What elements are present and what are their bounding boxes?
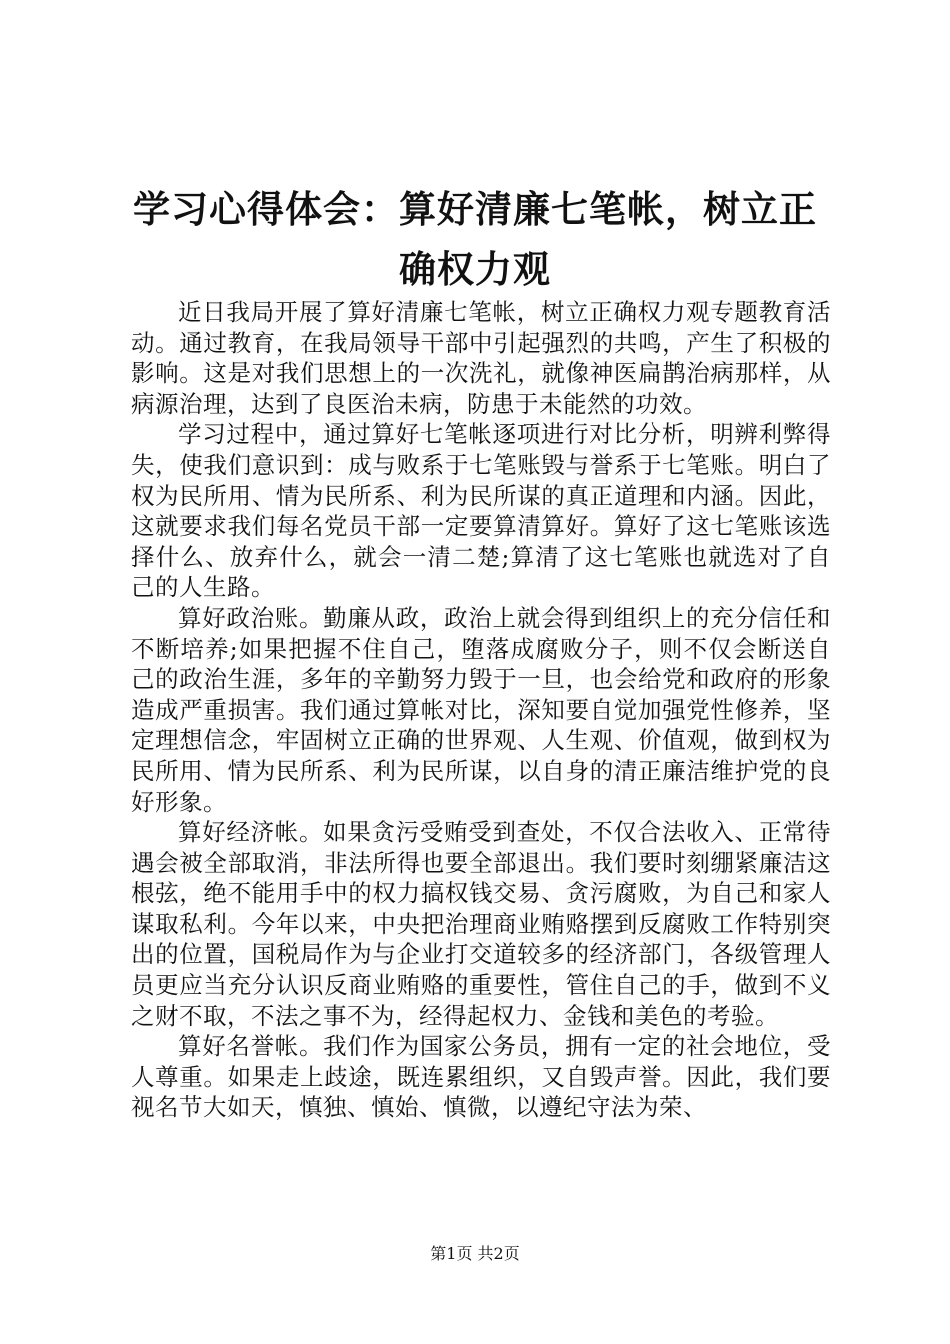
paragraph: 学习过程中，通过算好七笔帐逐项进行对比分析，明辨利弊得失，使我们意识到：成与败系于七笔账毁与誉系于七笔账。明白了权为民所用、情为民所系、利为民所谋的真正道理和内涵。因此，这就要求我们每名党员干部一定要算清算好。算好了这七笔账该选择什么、放弃什么，就会一清二楚;算清了这七笔账也就选对了自己的人生路。 <box>131 420 831 602</box>
paragraph: 算好政治账。勤廉从政，政治上就会得到组织上的充分信任和不断培养;如果把握不住自己，堕落成腐败分子，则不仅会断送自己的政治生涯，多年的辛勤努力毁于一旦，也会给党和政府的形象造成严重损害。我们通过算帐对比，深知要自觉加强党性修养，坚定理想信念，牢固树立正确的世界观、人生观、价值观，做到权为民所用、情为民所系、利为民所谋，以自身的清正廉洁维护党的良好形象。 <box>131 603 831 816</box>
paragraph: 近日我局开展了算好清廉七笔帐，树立正确权力观专题教育活动。通过教育，在我局领导干部中引起强烈的共鸣，产生了积极的影响。这是对我们思想上的一次洗礼，就像神医扁鹊治病那样，从病源治理，达到了良医治未病，防患于未能然的功效。 <box>131 298 831 418</box>
page-footer: 第1页 共2页 <box>430 1244 520 1263</box>
document-body <box>131 297 831 1123</box>
document-title: 学习心得体会：算好清廉七笔帐，树立正确权力观 <box>133 188 817 291</box>
paragraph: 算好经济帐。如果贪污受贿受到查处，不仅合法收入、正常待遇会被全部取消，非法所得也要全部退出。我们要时刻绷紧廉洁这根弦，绝不能用手中的权力搞权钱交易、贪污腐败，为自己和家人谋取私利。今年以来，中央把治理商业贿赂摆到反腐败工作特别突出的位置，国税局作为与企业打交道较多的经济部门，各级管理人员更应当充分认识反商业贿赂的重要性，管住自己的手，做到不义之财不取，不法之事不为，经得起权力、金钱和美色的考验。 <box>131 818 831 1030</box>
paragraph: 算好名誉帐。我们作为国家公务员，拥有一定的社会地位，受人尊重。如果走上歧途，既连累组织，又自毁声誉。因此，我们要视名节大如天，慎独、慎始、慎微，以遵纪守法为荣、 <box>131 1032 831 1122</box>
